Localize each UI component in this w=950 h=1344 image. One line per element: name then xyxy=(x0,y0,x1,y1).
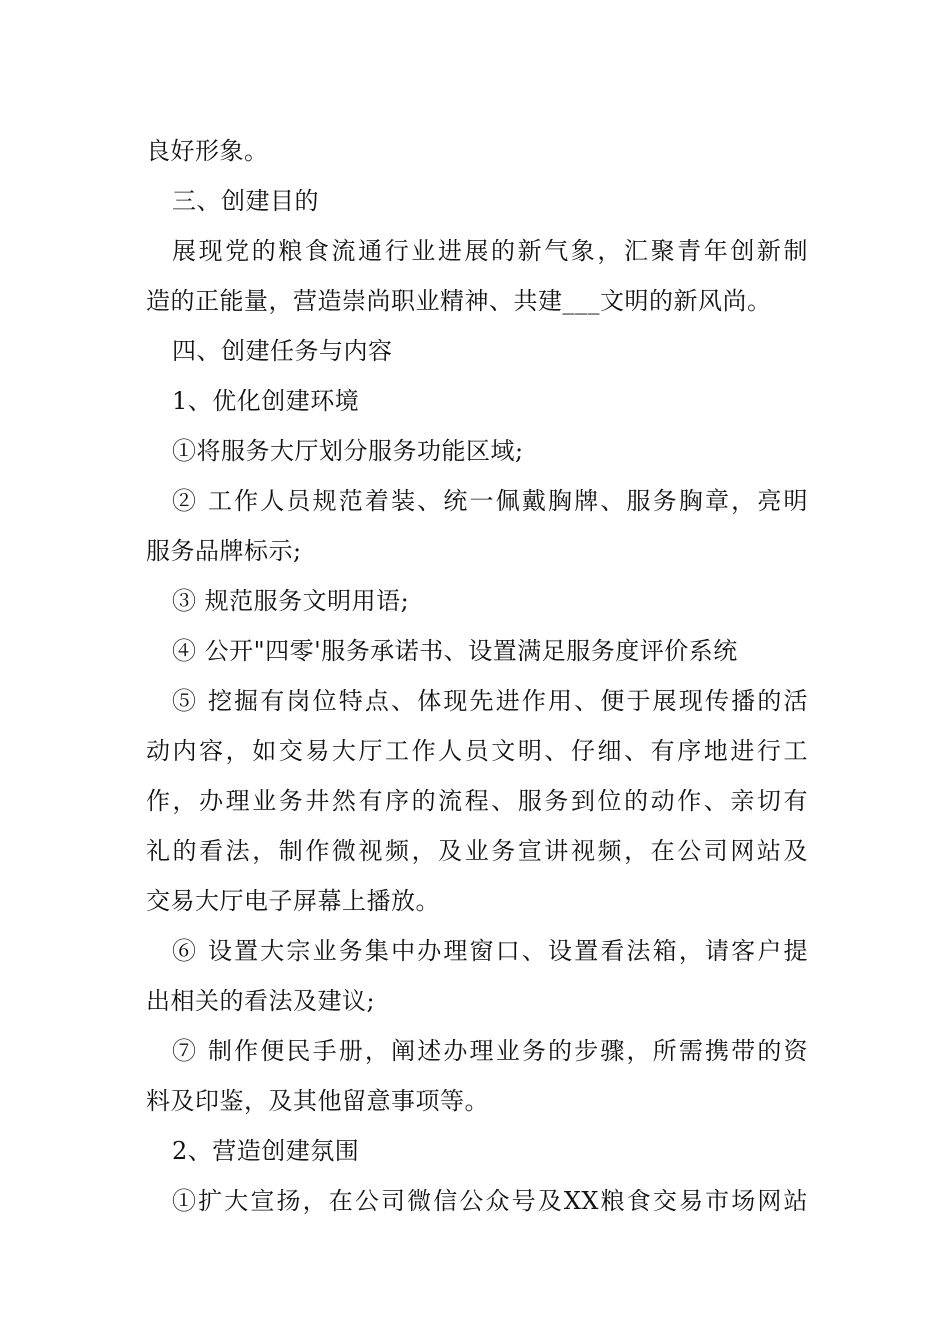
subsection-heading: 2、营造创建氛围 xyxy=(172,1137,360,1165)
text-line: 良好形象。 xyxy=(146,137,269,165)
list-item: ⑦ 制作便民手册，阐述办理业务的步骤，所需携带的资 xyxy=(172,1037,808,1065)
list-item: ③ 规范服务文明用语; xyxy=(172,587,410,615)
text-line: 作，办理业务井然有序的流程、服务到位的动作、亲切有 xyxy=(146,787,808,815)
text-line: 交易大厅电子屏幕上播放。 xyxy=(146,887,440,915)
text-line: 展现党的粮食流通行业进展的新气象，汇聚青年创新制 xyxy=(172,237,808,265)
text-line: 礼的看法，制作微视频，及业务宣讲视频，在公司网站及 xyxy=(146,837,808,865)
list-item: ⑤ 挖掘有岗位特点、体现先进作用、便于展现传播的活 xyxy=(172,687,808,715)
subsection-heading: 1、优化创建环境 xyxy=(172,387,360,415)
text-line: 出相关的看法及建议; xyxy=(146,987,376,1015)
list-item: ④ 公开"四零'服务承诺书、设置满足服务度评价系统 xyxy=(172,637,738,665)
text-line: 料及印鉴，及其他留意事项等。 xyxy=(146,1087,489,1115)
text-line: 动内容，如交易大厅工作人员文明、仔细、有序地进行工 xyxy=(146,737,808,765)
document-body xyxy=(146,126,808,1226)
text-line: 服务品牌标示; xyxy=(146,537,302,565)
section-heading: 三、创建目的 xyxy=(172,187,319,215)
list-item: ①将服务大厅划分服务功能区域; xyxy=(172,437,524,465)
list-item: ② 工作人员规范着装、统一佩戴胸牌、服务胸章，亮明 xyxy=(172,487,808,515)
section-heading: 四、创建任务与内容 xyxy=(172,337,393,365)
list-item: ⑥ 设置大宗业务集中办理窗口、设置看法箱，请客户提 xyxy=(172,937,808,965)
text-line: 造的正能量，营造崇尚职业精神、共建___文明的新风尚。 xyxy=(146,287,772,315)
list-item: ①扩大宣扬，在公司微信公众号及XX粮食交易市场网站 xyxy=(172,1187,808,1215)
